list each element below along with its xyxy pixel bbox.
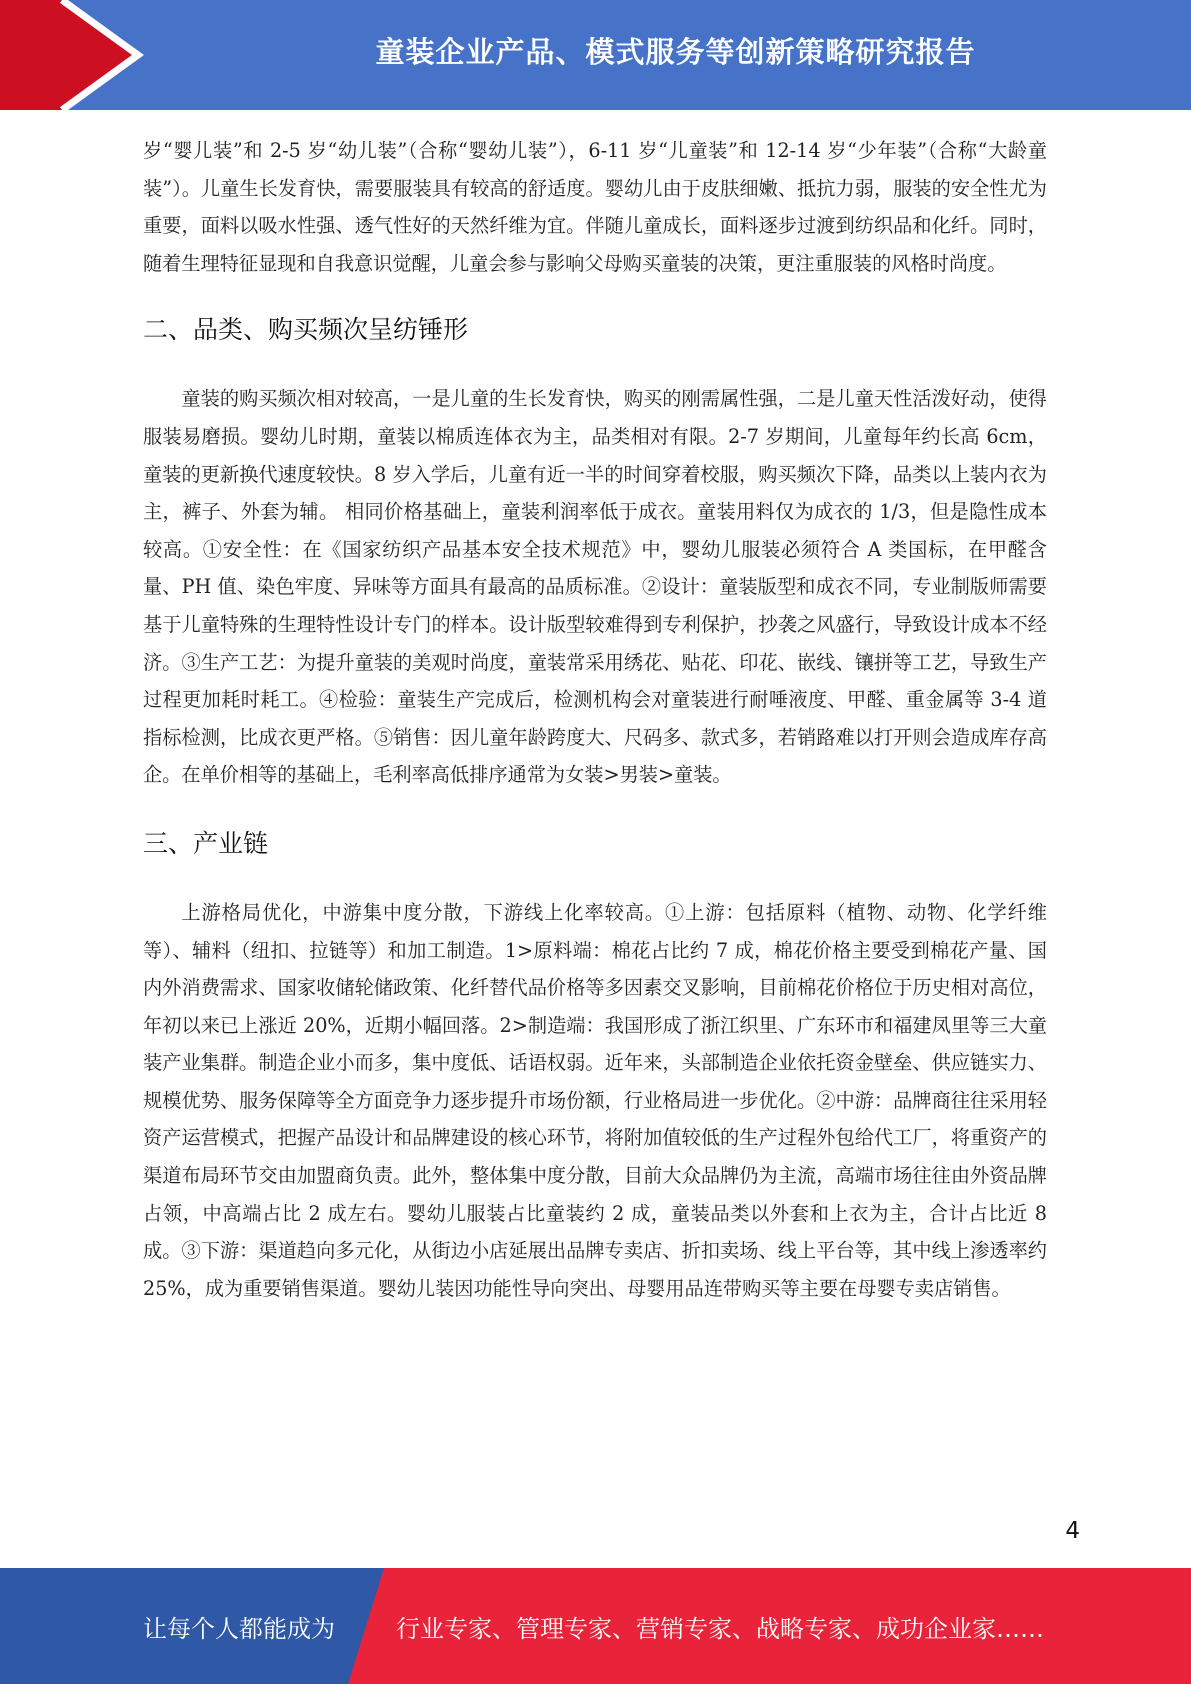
document-title: 童装企业产品、模式服务等创新策略研究报告 — [375, 34, 976, 69]
section-heading-industry-chain: 三、产业链 — [143, 828, 269, 858]
intro-paragraph: 岁“婴儿装”和 2-5 岁“幼儿装”（合称“婴幼儿装”），6-11 岁“儿童装”和 12-14 岁“少年装”（合称“大龄童装”）。儿童生长发育快，需要服装具有较高的舒适度。婴幼儿由于皮肤细嫩、抵抗力弱，服装的安全性尤为重要，面料以吸水性强、透气性好的天然纤维为宜。伴随儿童成长，面料逐步过渡到纺织品和化纤。同时，随着生理特征显现和自我意识觉醒，儿童会参与影响父母购买童装的决策，更注重服装的风格时尚度。 — [143, 139, 1047, 275]
page-footer — [0, 1568, 1191, 1684]
section-heading-category: 二、品类、购买频次呈纺锤形 — [143, 315, 469, 345]
document-body — [143, 132, 1047, 1307]
page-header — [0, 0, 1191, 110]
footer-slogan-right: 行业专家、管理专家、营销专家、战略专家、成功企业家…… — [396, 1614, 1044, 1643]
section-paragraph-category: 童装的购买频次相对较高，一是儿童的生长发育快，购买的刚需属性强，二是儿童天性活泼好动，使得服装易磨损。婴幼儿时期，童装以棉质连体衣为主，品类相对有限。2-7 岁期间，儿童每年约长高 6cm，童装的更新换代速度较快。8 岁入学后，儿童有近一半的时间穿着校服，购买频次下降，品类以上装内衣为主，裤子、外套为辅。 相同价格基础上，童装利润率低于成衣。童装用料仅为成衣的 1/3，但是隐性成本较高。①安全性：在《国家纺织产品基本安全技术规范》中，婴幼儿服装必须符合 A 类国标，在甲醛含量、PH 值、染色牢度、异味等方面具有最高的品质标准。②设计：童装版型和成衣不同，专业制版师需要基于儿童特殊的生理特性设计专门的样本。设计版型较难得到专利保护，抄袭之风盛行，导致设计成本不经济。③生产工艺：为提升童装的美观时尚度，童装常采用绣花、贴花、印花、嵌线、镶拼等工艺，导致生产过程更加耗时耗工。④检验：童装生产完成后，检测机构会对童装进行耐唾液度、甲醛、重金属等 3-4 道指标检测，比成衣更严格。⑤销售：因儿童年龄跨度大、尺码多、款式多，若销路难以打开则会造成库存高企。在单价相等的基础上，毛利率高低排序通常为女装>男装>童装。 — [143, 387, 1047, 787]
section-paragraph-industry-chain: 上游格局优化，中游集中度分散，下游线上化率较高。①上游：包括原料（植物、动物、化学纤维等）、辅料（纽扣、拉链等）和加工制造。1>原料端：棉花占比约 7 成，棉花价格主要受到棉花产量、国内外消费需求、国家收储轮储政策、化纤替代品价格等多因素交叉影响，目前棉花价格位于历史相对高位，年初以来已上涨近 20%，近期小幅回落。2>制造端：我国形成了浙江织里、广东环市和福建凤里等三大童装产业集群。制造企业小而多，集中度低、话语权弱。近年来，头部制造企业依托资金壁垒、供应链实力、规模优势、服务保障等全方面竞争力逐步提升市场份额，行业格局进一步优化。②中游：品牌商往往采用轻资产运营模式，把握产品设计和品牌建设的核心环节，将附加值较低的生产过程外包给代工厂，将重资产的渠道布局环节交由加盟商负责。此外，整体集中度分散，目前大众品牌仍为主流，高端市场往往由外资品牌占领，中高端占比 2 成左右。婴幼儿服装占比童装约 2 成，童装品类以外套和上衣为主，合计占比近 8 成。③下游：渠道趋向多元化，从街边小店延展出品牌专卖店、折扣卖场、线上平台等，其中线上渗透率约 25%，成为重要销售渠道。婴幼儿装因功能性导向突出、母婴用品连带购买等主要在母婴专卖店销售。 — [143, 900, 1047, 1300]
page-number: 4 — [1065, 1518, 1080, 1544]
footer-slogan-left: 让每个人都能成为 — [143, 1614, 335, 1643]
